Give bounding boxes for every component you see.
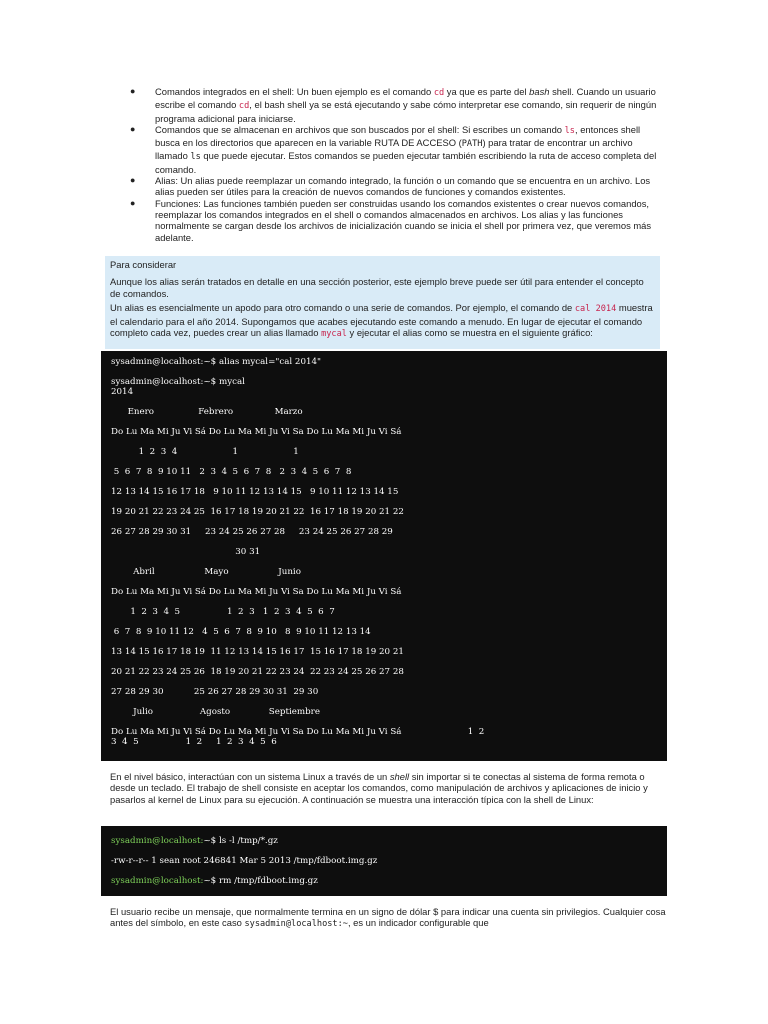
terminal-line: [111, 517, 657, 527]
terminal-line: [111, 457, 657, 467]
inline-code: PATH: [461, 139, 483, 150]
shell-command-types-list: [130, 86, 660, 243]
body-paragraph: El usuario recibe un mensaje, que normalmente termina en un signo de dólar $ para indicar una cuenta sin privilegios. Cualquier cosa antes del símbolo, en este caso sysadmin@localhost:~, es un indicador configurable que: [110, 906, 666, 930]
inline-code: ls: [190, 152, 201, 163]
terminal-line: [111, 637, 657, 647]
terminal-line: Julio Agosto Septiembre: [111, 707, 320, 717]
terminal-line: sysadmin@localhost:~$ ls -l /tmp/*.gz: [111, 836, 278, 846]
inline-code: cd: [433, 88, 445, 98]
terminal-line: [111, 657, 657, 667]
terminal-line: 2014: [111, 387, 134, 397]
bullet-icon: ●: [130, 86, 136, 96]
terminal-line: [111, 577, 657, 587]
terminal-line: [111, 437, 657, 447]
terminal-line: sysadmin@localhost:~$ alias mycal="cal 2014": [111, 357, 322, 367]
terminal-line: 20 21 22 23 24 25 26 18 19 20 21 22 23 24 22 23 24 25 26 27 28: [111, 667, 404, 677]
terminal-line: sysadmin@localhost:~$ rm /tmp/fdboot.img.gz: [111, 876, 318, 886]
list-item: ● Alias: Un alias puede reemplazar un comando integrado, la función o un comando que se encuentra en un archivo. Los alias pueden ser útiles para la creación de nuevos comandos de funciones y comandos existentes.: [130, 175, 651, 198]
inline-code: cd: [238, 101, 250, 112]
terminal-line: 26 27 28 29 30 31 23 24 25 26 27 28 23 24 25 26 27 28 29: [111, 527, 393, 537]
terminal-line: Do Lu Ma Mi Ju Vi Sá Do Lu Ma Mi Ju Vi Sa Do Lu Ma Mi Ju Vi Sá: [111, 427, 402, 437]
terminal-line: 19 20 21 22 23 24 25 16 17 18 19 20 21 22 16 17 18 19 20 21 22: [111, 507, 404, 517]
inline-code: cal 2014: [574, 304, 617, 315]
terminal-line: [111, 537, 657, 547]
note-title: Para considerar: [110, 259, 177, 270]
note-box: [105, 256, 660, 349]
note-paragraph: Un alias es esencialmente un apodo para otro comando o una serie de comandos. Por ejemplo, el comando de cal 2014 muestra el calendario para el año 2014. Supongamos que acabes ejecutando este comando a menudo. En lugar de ejecutar el comando completo cada vez, puedes crear un alias llamado mycal y ejecutar el alias como se muestra en el siguiente gráfico:: [110, 302, 653, 340]
body-paragraph: En el nivel básico, interactúan con un sistema Linux a través de un shell sin importar si te conectas al sistema de forma remota o desde un teclado. El trabajo de shell consiste en aceptar los comandos, como manipulación de archivos y aplicaciones de inicio y pasarlos al kernel de Linux para su ejecución. A continuación se muestra una interacción típica con la shell de Linux:: [110, 771, 648, 805]
terminal-line: 1 2 3 4 1 1: [111, 447, 299, 457]
list-item: ● Comandos que se almacenan en archivos que son buscados por el shell: Si escribes un comando ls, entonces shell busca en los directorios que aparecen en la variable RUTA DE ACCESO (PATH) para tratar de encontrar un archivo llamado ls que puede ejecutar. Estos comandos se pueden ejecutar también escribiendo la ruta de acceso completa del comando.: [130, 123, 657, 175]
terminal-line: -rw-r--r-- 1 sean root 246841 Mar 5 2013 /tmp/fdboot.img.gz: [111, 856, 378, 866]
list-item: ● Comandos integrados en el shell: Un buen ejemplo es el comando cd ya que es parte del bash shell. Cuando un usuario escribe el comando cd, el bash shell ya se está ejecutando y sabe cómo interpretar ese comando, sin requerir de ningún programa adicional para iniciarse.: [130, 86, 657, 124]
terminal-calendar-output: [101, 351, 667, 761]
terminal-line: 1 2 3 4 5 1 2 3 1 2 3 4 5 6 7: [111, 607, 335, 617]
terminal-line: [111, 557, 657, 567]
terminal-line: [111, 497, 657, 507]
terminal-line: Enero Febrero Marzo: [111, 407, 303, 417]
terminal-line: 30 31: [111, 547, 261, 557]
terminal-line: sysadmin@localhost:~$ mycal: [111, 377, 245, 387]
bullet-icon: ●: [130, 175, 136, 186]
inline-code: mycal: [321, 329, 347, 340]
inline-code: sysadmin@localhost:~: [244, 919, 348, 930]
terminal-prompt: sysadmin@localhost:: [111, 876, 204, 886]
bullet-icon: ●: [130, 123, 136, 134]
terminal-line: Do Lu Ma Mi Ju Vi Sá Do Lu Ma Mi Ju Vi Sa Do Lu Ma Mi Ju Vi Sá 1 2: [111, 727, 485, 737]
terminal-line: 13 14 15 16 17 18 19 11 12 13 14 15 16 17 15 16 17 18 19 20 21: [111, 647, 404, 657]
note-paragraph: Aunque los alias serán tratados en detalle en una sección posterior, este ejemplo breve puede ser útil para entender el concepto de comandos.: [110, 276, 644, 299]
terminal-line: [111, 677, 657, 687]
terminal-line: [111, 597, 657, 607]
terminal-prompt: sysadmin@localhost:: [111, 836, 204, 846]
terminal-line: [111, 477, 657, 487]
terminal-line: [111, 397, 657, 407]
terminal-line: [111, 367, 657, 377]
terminal-line: Abril Mayo Junio: [111, 567, 301, 577]
terminal-line: [111, 717, 657, 727]
terminal-line: Do Lu Ma Mi Ju Vi Sá Do Lu Ma Mi Ju Vi Sa Do Lu Ma Mi Ju Vi Sá: [111, 587, 402, 597]
inline-code: ls: [564, 125, 575, 136]
list-item: ● Funciones: Las funciones también pueden ser construidas usando los comandos existentes o crear nuevos comandos, reemplazar los comandos integrados en el shell o comandos almacenados en archivos. Los alias y las funciones normalmente se cargan desde los archivos de inicialización cuando se inicia el shell por primera vez, que veremos más adelante.: [130, 197, 652, 243]
terminal-line: 5 6 7 8 9 10 11 2 3 4 5 6 7 8 2 3 4 5 6 7 8: [111, 467, 352, 477]
terminal-line: 3 4 5 1 2 1 2 3 4 5 6: [111, 737, 277, 747]
terminal-shell-session: [101, 826, 667, 896]
bullet-icon: ●: [130, 197, 136, 208]
terminal-line: [111, 617, 657, 627]
terminal-line: [111, 417, 657, 427]
terminal-line: [111, 697, 657, 707]
terminal-line: 6 7 8 9 10 11 12 4 5 6 7 8 9 10 8 9 10 11 12 13 14: [111, 627, 371, 637]
terminal-line: 12 13 14 15 16 17 18 9 10 11 12 13 14 15 9 10 11 12 13 14 15: [111, 487, 399, 497]
terminal-line: 27 28 29 30 25 26 27 28 29 30 31 29 30: [111, 687, 319, 697]
